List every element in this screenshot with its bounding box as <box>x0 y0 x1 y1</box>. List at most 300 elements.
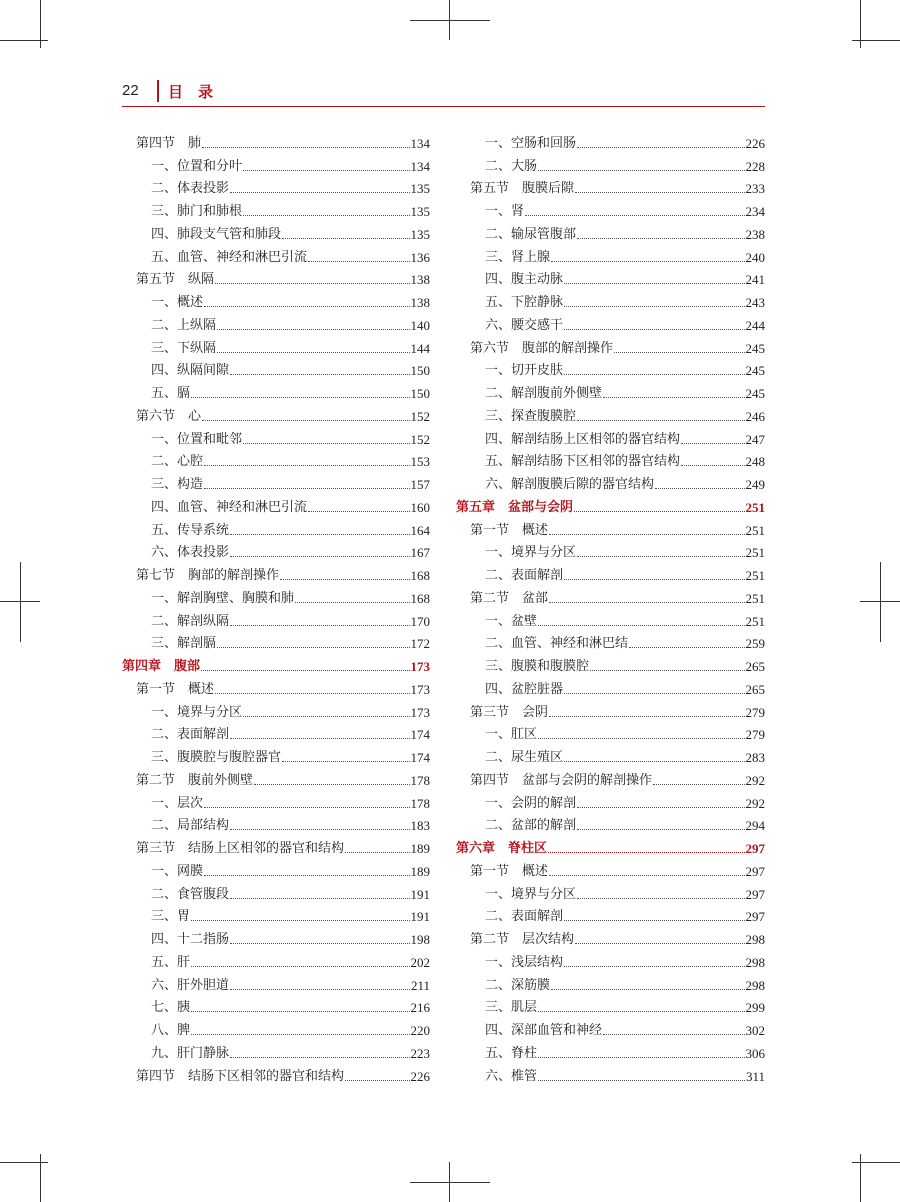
dot-leader <box>191 1034 409 1035</box>
toc-entry-page: 243 <box>745 295 765 310</box>
toc-entry-title: 五、解剖结肠下区相邻的器官结构 <box>485 454 681 470</box>
toc-entry-item[interactable] <box>456 448 765 471</box>
dot-leader <box>590 670 744 671</box>
toc-entry-item[interactable] <box>122 903 430 926</box>
dot-leader <box>280 579 409 580</box>
toc-entry-item[interactable] <box>122 470 430 493</box>
crop-mark <box>852 40 900 41</box>
toc-entry-page: 202 <box>410 954 430 970</box>
toc-entry-title: 第七节 胸部的解剖操作 <box>136 568 280 583</box>
toc-entry-item[interactable] <box>122 1016 430 1039</box>
dot-leader <box>549 602 744 603</box>
toc-entry-section[interactable] <box>456 584 765 607</box>
toc-entry-item[interactable] <box>456 470 765 493</box>
toc-entry-page: 297 <box>745 841 765 856</box>
toc-entry-item[interactable] <box>456 266 765 289</box>
toc-entry-item[interactable] <box>456 789 765 812</box>
toc-entry-page: 198 <box>410 932 430 947</box>
toc-entry-item[interactable] <box>456 675 765 698</box>
dot-leader <box>551 261 744 262</box>
toc-entry-page: 170 <box>410 613 430 629</box>
toc-entry-title: 第五章 盆部与会阴 <box>456 499 574 515</box>
toc-entry-item[interactable] <box>122 789 430 812</box>
toc-entry-page: 172 <box>410 636 430 652</box>
toc-entry-section[interactable] <box>456 516 765 539</box>
toc-entry-title: 五、血管、神经和淋巴引流 <box>151 249 308 265</box>
toc-entry-title: 六、解剖腹膜后隙的器官结构 <box>485 477 655 492</box>
dot-leader <box>230 192 409 193</box>
toc-entry-title: 第六节 心 <box>136 408 202 424</box>
toc-entry-item[interactable] <box>456 288 765 311</box>
toc-entry-page: 251 <box>745 522 765 538</box>
toc-entry-item[interactable] <box>456 880 765 903</box>
dot-leader <box>548 852 744 853</box>
toc-entry-item[interactable] <box>122 1039 430 1062</box>
toc-entry-page: 283 <box>745 750 765 765</box>
dot-leader <box>525 215 744 216</box>
toc-entry-page: 298 <box>745 932 765 947</box>
dot-leader <box>564 579 744 580</box>
toc-entry-title: 二、上纵隔 <box>151 317 217 333</box>
dot-leader <box>230 534 409 535</box>
toc-entry-title: 二、解剖纵隔 <box>151 613 230 629</box>
toc-entry-page: 245 <box>745 386 765 401</box>
toc-entry-title: 三、构造 <box>151 477 204 492</box>
toc-entry-title: 三、探查腹膜腔 <box>485 408 577 424</box>
dot-leader <box>230 738 409 739</box>
toc-entry-item[interactable] <box>456 311 765 334</box>
dot-leader <box>230 1057 409 1058</box>
toc-entry-item[interactable] <box>122 925 430 948</box>
toc-entry-title: 第四节 盆部与会阴的解剖操作 <box>470 772 653 788</box>
toc-entry-page: 150 <box>410 386 430 401</box>
toc-entry-title: 三、解剖膈 <box>151 636 217 652</box>
toc-entry-title: 二、解剖腹前外侧壁 <box>485 386 603 401</box>
toc-entry-chapter[interactable] <box>456 834 765 857</box>
toc-entry-item[interactable] <box>456 971 765 994</box>
dot-leader <box>538 625 744 626</box>
dot-leader <box>564 920 744 921</box>
dot-leader <box>538 1080 745 1081</box>
dot-leader <box>201 670 409 671</box>
toc-entry-title: 七、胰 <box>151 1000 191 1016</box>
dot-leader <box>681 465 744 466</box>
toc-entry-page: 164 <box>410 522 430 538</box>
dot-leader <box>577 238 744 239</box>
toc-entry-page: 245 <box>745 340 765 356</box>
toc-entry-page: 223 <box>410 1045 430 1061</box>
toc-entry-item[interactable] <box>456 357 765 380</box>
dot-leader <box>577 807 744 808</box>
toc-entry-title: 一、境界与分区 <box>485 886 577 902</box>
toc-entry-page: 152 <box>410 408 430 424</box>
toc-entry-page: 238 <box>745 226 765 242</box>
toc-entry-title: 二、盆部的解剖 <box>485 818 577 834</box>
toc-entry-page: 259 <box>745 636 765 652</box>
toc-entry-title: 一、盆壁 <box>485 613 538 629</box>
dot-leader <box>243 215 409 216</box>
dot-leader <box>204 306 409 307</box>
toc-entry-title: 二、表面解剖 <box>485 909 564 925</box>
toc-entry-section[interactable] <box>122 129 430 152</box>
crop-mark <box>410 1182 490 1183</box>
toc-entry-title: 二、局部结构 <box>151 818 230 834</box>
toc-left-column <box>122 129 430 1085</box>
toc-entry-title: 二、尿生殖区 <box>485 750 564 765</box>
dot-leader <box>575 192 744 193</box>
toc-entry-item[interactable] <box>122 311 430 334</box>
toc-entry-title: 四、解剖结肠上区相邻的器官结构 <box>485 431 681 447</box>
toc-entry-section[interactable] <box>456 698 765 721</box>
toc-entry-page: 298 <box>745 954 765 970</box>
dot-leader <box>538 170 744 171</box>
toc-entry-title: 四、肺段支气管和肺段 <box>151 226 282 242</box>
toc-entry-page: 247 <box>745 431 765 447</box>
toc-entry-item[interactable] <box>122 197 430 220</box>
toc-entry-item[interactable] <box>122 948 430 971</box>
crop-mark <box>880 562 881 642</box>
toc-entry-item[interactable] <box>122 220 430 243</box>
dot-leader <box>204 875 409 876</box>
dot-leader <box>564 966 744 967</box>
toc-entry-chapter[interactable] <box>456 493 765 516</box>
toc-entry-page: 249 <box>745 477 765 492</box>
toc-entry-page: 216 <box>410 1000 430 1016</box>
page-title: 目 录 <box>168 83 214 101</box>
crop-mark <box>410 20 490 21</box>
dot-leader <box>603 397 744 398</box>
toc-entry-page: 251 <box>745 590 765 606</box>
dot-leader <box>204 465 409 466</box>
toc-entry-title: 二、表面解剖 <box>151 727 230 743</box>
toc-entry-page: 292 <box>745 772 765 788</box>
toc-entry-title: 一、网膜 <box>151 863 204 879</box>
toc-entry-page: 191 <box>410 909 430 925</box>
toc-entry-page: 246 <box>745 408 765 424</box>
toc-entry-section[interactable] <box>456 334 765 357</box>
toc-entry-page: 297 <box>745 909 765 925</box>
dot-leader <box>577 556 744 557</box>
toc-entry-title: 五、肝 <box>151 954 191 970</box>
dot-leader <box>191 1011 409 1012</box>
toc-entry-section[interactable] <box>456 925 765 948</box>
dot-leader <box>230 556 409 557</box>
toc-entry-item[interactable] <box>456 630 765 653</box>
toc-entry-section[interactable] <box>456 175 765 198</box>
header-divider <box>157 80 159 102</box>
toc-entry-item[interactable] <box>122 334 430 357</box>
toc-entry-page: 173 <box>410 659 430 674</box>
toc-entry-section[interactable] <box>122 1062 430 1085</box>
toc-entry-item[interactable] <box>122 971 430 994</box>
toc-entry-item[interactable] <box>122 425 430 448</box>
toc-entry-item[interactable] <box>122 630 430 653</box>
dot-leader <box>345 1080 409 1081</box>
toc-entry-title: 六、体表投影 <box>151 545 230 561</box>
toc-entry-item[interactable] <box>456 994 765 1017</box>
dot-leader <box>564 374 744 375</box>
toc-entry-page: 167 <box>410 545 430 561</box>
toc-entry-title: 四、腹主动脉 <box>485 272 564 288</box>
page-header <box>122 80 765 108</box>
toc-entry-item[interactable] <box>122 812 430 835</box>
dot-leader <box>217 647 409 648</box>
toc-entry-title: 第四节 结肠下区相邻的器官和结构 <box>136 1068 345 1084</box>
toc-entry-section[interactable] <box>122 675 430 698</box>
dot-leader <box>191 397 409 398</box>
toc-entry-section[interactable] <box>456 766 765 789</box>
dot-leader <box>191 966 409 967</box>
toc-entry-title: 三、肾上腺 <box>485 249 551 265</box>
toc-entry-item[interactable] <box>456 903 765 926</box>
header-rule <box>122 106 765 107</box>
dot-leader <box>655 488 744 489</box>
dot-leader <box>614 352 744 353</box>
toc-entry-item[interactable] <box>456 743 765 766</box>
toc-entry-page: 292 <box>745 795 765 811</box>
toc-entry-title: 五、脊柱 <box>485 1045 538 1061</box>
toc-entry-page: 245 <box>745 363 765 379</box>
toc-entry-page: 298 <box>745 977 765 993</box>
toc-entry-title: 四、盆腔脏器 <box>485 681 564 697</box>
toc-entry-page: 168 <box>410 590 430 606</box>
toc-entry-page: 174 <box>410 750 430 765</box>
dot-leader <box>191 920 409 921</box>
toc-entry-item[interactable] <box>122 175 430 198</box>
toc-entry-item[interactable] <box>456 425 765 448</box>
crop-mark <box>860 601 900 602</box>
toc-entry-title: 三、下纵隔 <box>151 340 217 356</box>
toc-entry-page: 189 <box>410 863 430 879</box>
toc-entry-title: 第一节 概述 <box>470 863 549 879</box>
toc-entry-page: 302 <box>745 1023 765 1038</box>
dot-leader <box>230 943 409 944</box>
dot-leader <box>564 693 744 694</box>
toc-entry-item[interactable] <box>456 1016 765 1039</box>
toc-entry-title: 三、肌层 <box>485 1000 538 1016</box>
toc-entry-item[interactable] <box>122 288 430 311</box>
toc-entry-page: 150 <box>410 363 430 379</box>
toc-right-column <box>456 129 765 1085</box>
toc-entry-title: 一、肾 <box>485 204 525 219</box>
toc-entry-item[interactable] <box>456 152 765 175</box>
toc-entry-chapter[interactable] <box>122 652 430 675</box>
toc-entry-page: 138 <box>410 295 430 310</box>
toc-entry-title: 一、层次 <box>151 795 204 811</box>
toc-entry-page: 265 <box>745 681 765 697</box>
toc-entry-page: 211 <box>410 977 430 993</box>
toc-entry-page: 173 <box>410 704 430 720</box>
crop-mark <box>852 1162 900 1163</box>
toc-entry-item[interactable] <box>122 743 430 766</box>
toc-entry-item[interactable] <box>122 448 430 471</box>
dot-leader <box>549 534 744 535</box>
toc-entry-title: 三、腹膜腔与腹腔器官 <box>151 750 282 765</box>
toc-entry-item[interactable] <box>456 1039 765 1062</box>
toc-entry-title: 第三节 结肠上区相邻的器官和结构 <box>136 841 345 856</box>
toc-entry-item[interactable] <box>122 698 430 721</box>
dot-leader <box>603 1034 744 1035</box>
dot-leader <box>282 238 409 239</box>
dot-leader <box>577 420 744 421</box>
toc-entry-page: 178 <box>410 795 430 811</box>
toc-entry-title: 二、深筋膜 <box>485 977 551 993</box>
dot-leader <box>230 829 409 830</box>
toc-entry-page: 297 <box>745 886 765 902</box>
dot-leader <box>243 443 409 444</box>
dot-leader <box>230 898 409 899</box>
toc-entry-item[interactable] <box>122 539 430 562</box>
toc-entry-item[interactable] <box>122 584 430 607</box>
toc-entry-title: 一、切开皮肤 <box>485 363 564 379</box>
toc-entry-title: 九、肝门静脉 <box>151 1045 230 1061</box>
toc-entry-item[interactable] <box>456 561 765 584</box>
toc-entry-section[interactable] <box>456 857 765 880</box>
toc-entry-title: 五、传导系统 <box>151 522 230 538</box>
toc-entry-title: 二、血管、神经和淋巴结 <box>485 636 629 652</box>
toc-entry-item[interactable] <box>456 197 765 220</box>
toc-entry-title: 一、境界与分区 <box>151 704 243 720</box>
toc-entry-title: 二、表面解剖 <box>485 568 564 583</box>
toc-entry-page: 153 <box>410 454 430 470</box>
toc-entry-page: 135 <box>410 204 430 219</box>
toc-entry-title: 三、胃 <box>151 909 191 925</box>
toc-entry-item[interactable] <box>122 880 430 903</box>
toc-entry-page: 173 <box>410 681 430 697</box>
crop-mark <box>0 40 48 41</box>
toc-entry-title: 一、概述 <box>151 295 204 310</box>
toc-entry-item[interactable] <box>122 243 430 266</box>
toc-entry-item[interactable] <box>122 493 430 516</box>
toc-entry-page: 174 <box>410 727 430 743</box>
toc-entry-item[interactable] <box>122 994 430 1017</box>
toc-entry-item[interactable] <box>122 607 430 630</box>
toc-entry-item[interactable] <box>456 948 765 971</box>
toc-entry-title: 三、腹膜和腹膜腔 <box>485 659 590 674</box>
toc-entry-section[interactable] <box>122 766 430 789</box>
crop-mark <box>0 601 40 602</box>
toc-entry-page: 306 <box>745 1045 765 1061</box>
toc-entry-page: 294 <box>745 818 765 834</box>
toc-entry-section[interactable] <box>122 266 430 289</box>
dot-leader <box>577 898 744 899</box>
dot-leader <box>215 283 409 284</box>
toc-entry-item[interactable] <box>456 129 765 152</box>
toc-entry-page: 251 <box>745 613 765 629</box>
toc-entry-page: 251 <box>745 545 765 561</box>
toc-entry-title: 六、肝外胆道 <box>151 977 230 993</box>
toc-entry-section[interactable] <box>122 561 430 584</box>
toc-entry-page: 226 <box>745 135 765 151</box>
toc-entry-title: 一、会阴的解剖 <box>485 795 577 811</box>
toc-entry-item[interactable] <box>122 721 430 744</box>
toc-entry-item[interactable] <box>122 516 430 539</box>
toc-entry-item[interactable] <box>122 379 430 402</box>
dot-leader <box>230 989 410 990</box>
dot-leader <box>629 647 744 648</box>
dot-leader <box>549 875 744 876</box>
toc-entry-title: 第一节 概述 <box>470 522 549 538</box>
dot-leader <box>230 374 409 375</box>
dot-leader <box>538 738 744 739</box>
dot-leader <box>282 761 409 762</box>
toc-entry-item[interactable] <box>456 379 765 402</box>
toc-entry-page: 244 <box>745 317 765 333</box>
dot-leader <box>243 716 409 717</box>
dot-leader <box>564 761 744 762</box>
toc-entry-item[interactable] <box>456 243 765 266</box>
toc-entry-title: 二、食管腹段 <box>151 886 230 902</box>
toc-entry-item[interactable] <box>456 721 765 744</box>
toc-entry-item[interactable] <box>456 607 765 630</box>
toc-entry-page: 279 <box>745 727 765 743</box>
dot-leader <box>564 329 744 330</box>
toc-entry-title: 第四章 腹部 <box>122 659 201 674</box>
toc-entry-page: 134 <box>410 135 430 151</box>
toc-entry-title: 第五节 腹膜后隙 <box>470 181 575 197</box>
dot-leader <box>254 784 409 785</box>
toc-entry-title: 一、空肠和回肠 <box>485 135 577 151</box>
toc-entry-item[interactable] <box>456 402 765 425</box>
toc-entry-item[interactable] <box>122 857 430 880</box>
toc-entry-page: 241 <box>745 272 765 288</box>
toc-entry-item[interactable] <box>456 812 765 835</box>
dot-leader <box>204 488 409 489</box>
dot-leader <box>564 306 744 307</box>
toc-entry-page: 234 <box>745 204 765 219</box>
page-number: 22 <box>122 82 139 99</box>
dot-leader <box>345 852 409 853</box>
dot-leader <box>653 784 744 785</box>
toc-entry-title: 第二节 腹前外侧壁 <box>136 772 254 788</box>
dot-leader <box>230 625 409 626</box>
toc-entry-page: 233 <box>745 181 765 197</box>
toc-entry-item[interactable] <box>456 220 765 243</box>
dot-leader <box>549 716 744 717</box>
toc-entry-section[interactable] <box>122 834 430 857</box>
toc-entry-page: 134 <box>410 158 430 174</box>
crop-mark <box>0 1162 48 1163</box>
toc-entry-title: 五、膈 <box>151 386 191 401</box>
toc-entry-page: 183 <box>410 818 430 834</box>
dot-leader <box>574 511 744 512</box>
toc-entry-item[interactable] <box>456 539 765 562</box>
toc-entry-item[interactable] <box>456 652 765 675</box>
toc-entry-section[interactable] <box>122 402 430 425</box>
toc-entry-page: 279 <box>745 704 765 720</box>
toc-entry-page: 191 <box>410 886 430 902</box>
toc-entry-title: 二、输尿管腹部 <box>485 226 577 242</box>
toc-entry-title: 四、血管、神经和淋巴引流 <box>151 499 308 515</box>
toc-entry-title: 一、浅层结构 <box>485 954 564 970</box>
dot-leader <box>202 420 409 421</box>
toc-entry-item[interactable] <box>456 1062 765 1085</box>
toc-entry-page: 228 <box>745 158 765 174</box>
dot-leader <box>577 829 744 830</box>
toc-entry-item[interactable] <box>122 357 430 380</box>
toc-entry-page: 189 <box>410 841 430 856</box>
toc-entry-page: 135 <box>410 181 430 197</box>
dot-leader <box>681 443 744 444</box>
toc-entry-item[interactable] <box>122 152 430 175</box>
toc-entry-page: 178 <box>410 772 430 788</box>
toc-entry-page: 144 <box>410 340 430 356</box>
dot-leader <box>538 1011 744 1012</box>
toc-entry-page: 136 <box>410 249 430 265</box>
toc-entry-page: 251 <box>745 499 765 515</box>
toc-entry-page: 240 <box>745 249 765 265</box>
toc-entry-page: 220 <box>410 1023 430 1038</box>
